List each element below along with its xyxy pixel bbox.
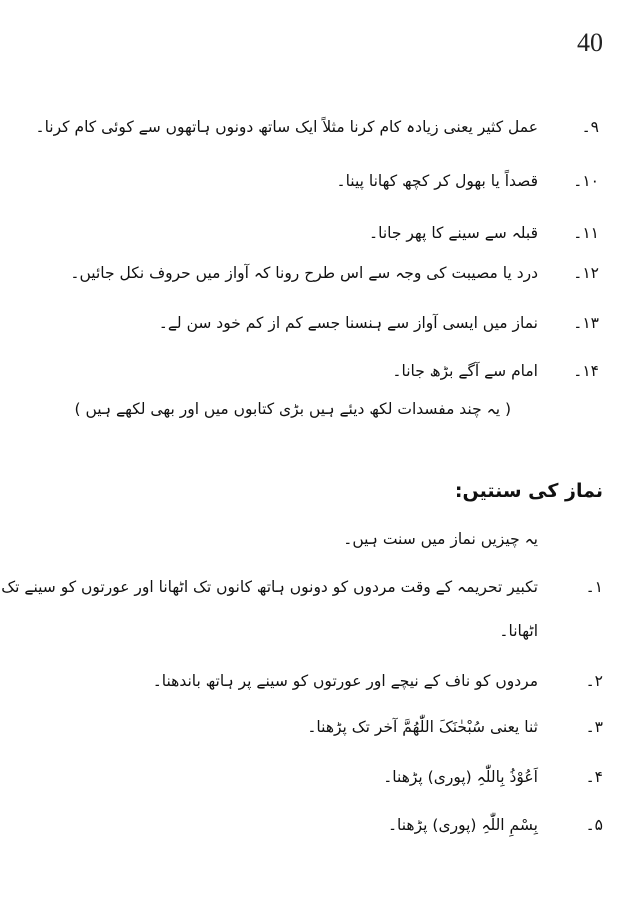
parenthetical-note: ( یہ چند مفسدات لکھ دیئے ہیں بڑی کتابوں میں اور بھی لکھے ہیں )	[74, 400, 511, 418]
list-item-number: ۱۱۔	[573, 224, 599, 242]
list-item-continuation: اٹھانا۔	[499, 622, 538, 640]
list-item-number: ۱۳۔	[573, 314, 599, 332]
page-number: 40	[577, 28, 603, 57]
list-item-text: تکبیر تحریمہ کے وقت مردوں کو دونوں ہاتھ کانوں تک اٹھانا اور عورتوں کو سینے تک	[1, 578, 538, 596]
list-item-text: امام سے آگے بڑھ جانا۔	[392, 362, 538, 380]
section-heading: نماز کی سنتیں:	[454, 480, 603, 502]
intro-text: یہ چیزیں نماز میں سنت ہیں۔	[343, 530, 538, 548]
list-item-text: نماز میں ایسی آواز سے ہنسنا جسے کم از کم خود سن لے۔	[158, 314, 538, 332]
list-item-text: مردوں کو ناف کے نیچے اور عورتوں کو سینے پر ہاتھ باندھنا۔	[152, 672, 538, 690]
list-item-number: ۱۰۔	[573, 172, 599, 190]
list-item-number: ۴۔	[585, 768, 603, 786]
list-item-text: قبلہ سے سینے کا پھر جانا۔	[369, 224, 538, 242]
list-item-text: ثنا یعنی سُبْحٰنَکَ اللّٰھُمَّ آخر تک پڑھنا۔	[307, 718, 538, 736]
list-item-number: ۹۔	[581, 118, 599, 136]
list-item-number: ۱۔	[585, 578, 603, 596]
list-item-number: ۵۔	[585, 816, 603, 834]
list-item-text: بِسْمِ اللّٰہِ (پوری) پڑھنا۔	[387, 816, 538, 834]
list-item-number: ۱۲۔	[573, 264, 599, 282]
list-item-text: عمل کثیر یعنی زیادہ کام کرنا مثلاً ایک ساتھ دونوں ہاتھوں سے کوئی کام کرنا۔	[35, 118, 538, 136]
list-item-text: اَعُوْذُ بِاللّٰہِ (پوری) پڑھنا۔	[383, 768, 538, 786]
list-item-number: ۲۔	[585, 672, 603, 690]
list-item-text: قصداً یا بھول کر کچھ کھانا پینا۔	[336, 172, 538, 190]
list-item-number: ۳۔	[585, 718, 603, 736]
list-item-text: درد یا مصیبت کی وجہ سے اس طرح رونا کہ آواز میں حروف نکل جائیں۔	[70, 264, 538, 282]
list-item-number: ۱۴۔	[573, 362, 599, 380]
